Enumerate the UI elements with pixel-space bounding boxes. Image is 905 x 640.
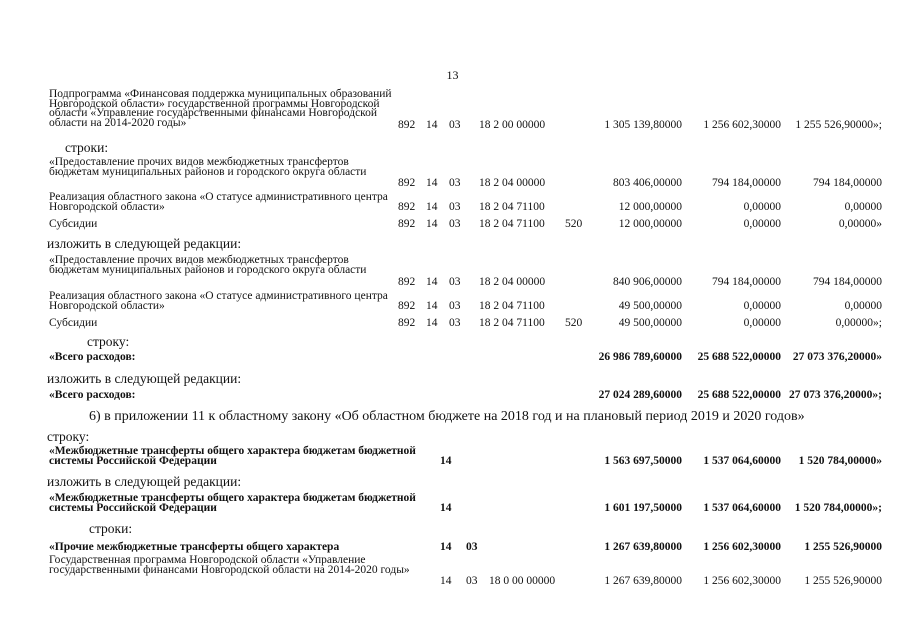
amount-2018: 27 024 289,60000 [598, 389, 682, 401]
amount-2019: 1 256 602,30000 [703, 119, 781, 131]
section-code: 14 [426, 317, 438, 329]
section-code: 14 [440, 575, 452, 587]
grbs-code: 892 [398, 177, 416, 189]
amount-2018: 1 563 697,50000 [604, 455, 682, 467]
amount-2020: 27 073 376,20000»; [789, 389, 882, 401]
amount-2020: 794 184,00000 [813, 177, 882, 189]
amount-2020: 0,00000» [838, 218, 882, 230]
amount-2020: 794 184,00000 [813, 276, 882, 288]
amount-2020: 0,00000 [844, 201, 882, 213]
amount-2018: 49 500,00000 [618, 317, 682, 329]
subsection-code: 03 [449, 317, 461, 329]
row-description: Субсидии [49, 317, 98, 329]
label-line: строку: [47, 429, 90, 444]
subsection-code: 03 [466, 541, 478, 553]
target-article-code: 18 2 04 71100 [479, 300, 545, 312]
amount-2019: 794 184,00000 [712, 276, 781, 288]
row-description: Государственная программа Новгородской области «Управление государственными финансами Новгородской области на 2014-2020 годы» [49, 554, 410, 576]
row-description: Реализация областного закона «О статусе административного центра Новгородской области» [49, 191, 388, 213]
amount-2018: 12 000,00000 [618, 201, 682, 213]
amount-2018: 803 406,00000 [613, 177, 682, 189]
amount-2020: 1 255 526,90000 [804, 541, 882, 553]
section-code: 14 [426, 218, 438, 230]
row-description: Субсидии [49, 218, 98, 230]
subsection-code: 03 [449, 276, 461, 288]
section-code: 14 [426, 177, 438, 189]
subsection-code: 03 [449, 177, 461, 189]
amount-2018: 26 986 789,60000 [598, 351, 682, 363]
label-new-edition: изложить в следующей редакции: [47, 474, 242, 489]
amount-2020: 0,00000 [844, 300, 882, 312]
amount-2019: 794 184,00000 [712, 177, 781, 189]
label-new-edition: изложить в следующей редакции: [47, 236, 242, 251]
row-description: Подпрограмма «Финансовая поддержка муниципальных образований Новгородской области» государственной программы Новгородской области «Управление государственными финансами Новгородской области на 2014-2020 годы» [49, 88, 392, 129]
amount-2019: 1 256 602,30000 [703, 575, 781, 587]
grbs-code: 892 [398, 300, 416, 312]
expense-type-code: 520 [565, 218, 583, 230]
amount-2018: 49 500,00000 [618, 300, 682, 312]
amount-2018: 840 906,00000 [613, 276, 682, 288]
amount-2019: 0,00000 [743, 300, 781, 312]
amount-2019: 1 537 064,60000 [703, 502, 781, 514]
row-description: «Всего расходов: [49, 351, 136, 363]
row-description: «Всего расходов: [49, 389, 136, 401]
row-description: «Прочие межбюджетные трансферты общего характера [49, 541, 340, 553]
expense-type-code: 520 [565, 317, 583, 329]
target-article-code: 18 2 04 00000 [479, 177, 546, 189]
section-code: 14 [426, 119, 438, 131]
amendment-paragraph: 6) в приложении 11 к областному закону «Об областном бюджете на 2018 год и на плановый период 2019 и 2020 годов» [89, 409, 805, 424]
amount-2019: 0,00000 [743, 218, 781, 230]
amount-2018: 1 601 197,50000 [604, 502, 682, 514]
amount-2018: 1 305 139,80000 [604, 119, 682, 131]
section-code: 14 [440, 541, 452, 553]
subsection-code: 03 [449, 218, 461, 230]
section-code: 14 [440, 455, 452, 467]
section-code: 14 [426, 300, 438, 312]
target-article-code: 18 2 04 71100 [479, 317, 545, 329]
label-new-edition: изложить в следующей редакции: [47, 371, 242, 386]
target-article-code: 18 2 04 00000 [479, 276, 546, 288]
amount-2019: 25 688 522,00000 [697, 351, 781, 363]
row-description: Реализация областного закона «О статусе административного центра Новгородской области» [49, 290, 388, 312]
subsection-code: 03 [449, 201, 461, 213]
grbs-code: 892 [398, 276, 416, 288]
amount-2019: 1 537 064,60000 [703, 455, 781, 467]
amount-2018: 12 000,00000 [618, 218, 682, 230]
grbs-code: 892 [398, 119, 416, 131]
amount-2019: 0,00000 [743, 317, 781, 329]
subsection-code: 03 [466, 575, 478, 587]
amount-2018: 1 267 639,80000 [604, 575, 682, 587]
row-description: «Межбюджетные трансферты общего характера бюджетам бюджетной системы Российской Федерации [49, 445, 416, 467]
target-article-code: 18 2 00 00000 [479, 119, 546, 131]
page-number: 13 [446, 68, 459, 82]
grbs-code: 892 [398, 317, 416, 329]
section-code: 14 [426, 201, 438, 213]
amount-2019: 25 688 522,00000 [697, 389, 781, 401]
subsection-code: 03 [449, 300, 461, 312]
section-code: 14 [426, 276, 438, 288]
row-description: «Межбюджетные трансферты общего характера бюджетам бюджетной системы Российской Федерации [49, 492, 416, 514]
amount-2020: 1 520 784,00000»; [794, 502, 882, 514]
amount-2020: 1 255 526,90000 [804, 575, 882, 587]
amount-2018: 1 267 639,80000 [604, 541, 682, 553]
amount-2020: 1 255 526,90000»; [795, 119, 882, 131]
section-code: 14 [440, 502, 452, 514]
row-description: «Предоставление прочих видов межбюджетных трансфертов бюджетам муниципальных районов и городского округа области [49, 156, 367, 178]
amount-2019: 1 256 602,30000 [703, 541, 781, 553]
grbs-code: 892 [398, 218, 416, 230]
label-line: строку: [87, 334, 130, 349]
amount-2020: 27 073 376,20000» [792, 351, 882, 363]
amount-2020: 1 520 784,00000» [798, 455, 882, 467]
target-article-code: 18 2 04 71100 [479, 201, 545, 213]
amount-2020: 0,00000»; [835, 317, 882, 329]
amount-2019: 0,00000 [743, 201, 781, 213]
label-lines: строки: [65, 140, 109, 155]
target-article-code: 18 0 00 00000 [489, 575, 556, 587]
grbs-code: 892 [398, 201, 416, 213]
subsection-code: 03 [449, 119, 461, 131]
row-description: «Предоставление прочих видов межбюджетных трансфертов бюджетам муниципальных районов и городского округа области [49, 254, 367, 276]
target-article-code: 18 2 04 71100 [479, 218, 545, 230]
label-lines: строки: [89, 521, 133, 536]
